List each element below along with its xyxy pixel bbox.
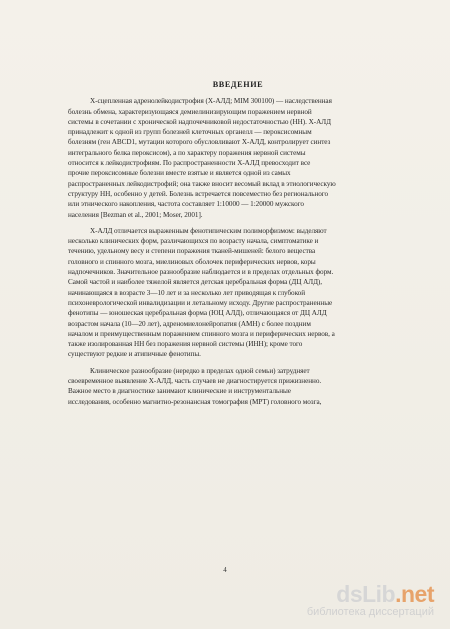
text-line: или этнического накопления, частота составляет 1:10000 — 1:20000 мужского xyxy=(68,200,304,209)
watermark-subtitle: библиотека диссертаций xyxy=(306,606,434,618)
text-line: началом и преимущественным поражением спинного мозга и периферических нервов, а xyxy=(68,329,335,338)
text-line: своевременное выявление Х-АЛД, часть случаев не диагностируется прижизненно. xyxy=(68,377,322,386)
text-line: Клиническое разнообразие (нередко в пределах одной семьи) затрудняет xyxy=(90,366,310,375)
text-line: несколько клинических форм, различающихся по возрасту начала, симптоматике и xyxy=(68,237,319,246)
text-line: болезнь обмена, характеризующаяся демиелинизирующим поражением нервной xyxy=(68,107,312,116)
page-number: 4 xyxy=(223,566,227,574)
paragraph-2 xyxy=(68,226,408,360)
text-line: течению, удельному весу и степени поражения тканей-мишеней: белого вещества xyxy=(68,247,316,256)
watermark-logo xyxy=(336,581,434,608)
text-line: принадлежит к одной из групп болезней клеточных органелл — пероксисомным xyxy=(68,128,312,137)
paragraph-3 xyxy=(68,366,408,407)
page-content xyxy=(68,80,408,413)
text-line: психоневрологической инвалидизации и летальному исходу. Другие распространенные xyxy=(68,298,333,307)
paragraph-1 xyxy=(68,96,408,220)
text-line: болезням (ген ABCD1, мутации которого обусловливают Х-АЛД, контролирует синтез xyxy=(68,138,331,147)
text-line: начинающаяся в возрасте 3—10 лет и за несколько лет приводящая к глубокой xyxy=(68,288,306,297)
text-line: интегрального белка пероксисом), а по характеру поражения нервной системы xyxy=(68,148,306,157)
text-line: структуру НН, особенно у детей. Болезнь встречается повсеместно без регионального xyxy=(68,189,329,198)
text-line: Х-сцепленная адренолейкодистрофия (Х-АЛД; MIM 300100) — наследственная xyxy=(90,97,332,106)
watermark-logo-suffix: .net xyxy=(395,581,434,607)
text-line: распространенных лейкодистрофий; она также вносит весомый вклад в этиологическую xyxy=(68,179,336,188)
text-line: возрастом начала (10—20 лет), адреномиелонейропатия (АМН) с более поздним xyxy=(68,319,311,328)
text-line: системы в сочетании с хронической надпочечниковой недостаточностью (НН). Х-АЛД xyxy=(68,117,331,126)
text-line: относится к лейкодистрофиям. По распространенности Х-АЛД превосходит все xyxy=(68,159,311,168)
text-line: надпочечников. Значительное разнообразие наблюдается и в пределах отдельных форм. xyxy=(68,268,334,277)
text-line: также изолированная НН без поражения нервной системы (ИНН); кроме того xyxy=(68,340,303,349)
text-line: головного и спинного мозга, миелиновых оболочек периферических нервов, коры xyxy=(68,257,316,266)
text-line: прочие пероксисомные болезни вместе взятые и является одной из самых xyxy=(68,169,291,178)
text-line: исследования, особенно магнитно-резонансная томография (МРТ) головного мозга, xyxy=(68,397,322,406)
text-line: Самой частой и наиболее тяжелой является детская церебральная форма (ДЦ АЛД), xyxy=(68,278,323,287)
text-line: существуют редкие и атипичные фенотипы. xyxy=(68,350,201,359)
dslib-watermark xyxy=(244,581,444,621)
page-title: ВВЕДЕНИЕ xyxy=(212,80,264,89)
text-line: населения [Bezman et al., 2001; Moser, 2001]. xyxy=(68,210,203,219)
text-line: Важное место в диагностике занимают клинические и инструментальные xyxy=(68,387,291,396)
text-line: фенотипы — юношеская церебральная форма (ЮЦ АЛД), отличающаяся от ДЦ АЛД xyxy=(68,309,327,318)
watermark-logo-main: dsLib xyxy=(336,581,396,607)
text-line: Х-АЛД отличается выраженным фенотипическим полиморфизмом: выделяют xyxy=(90,226,327,235)
